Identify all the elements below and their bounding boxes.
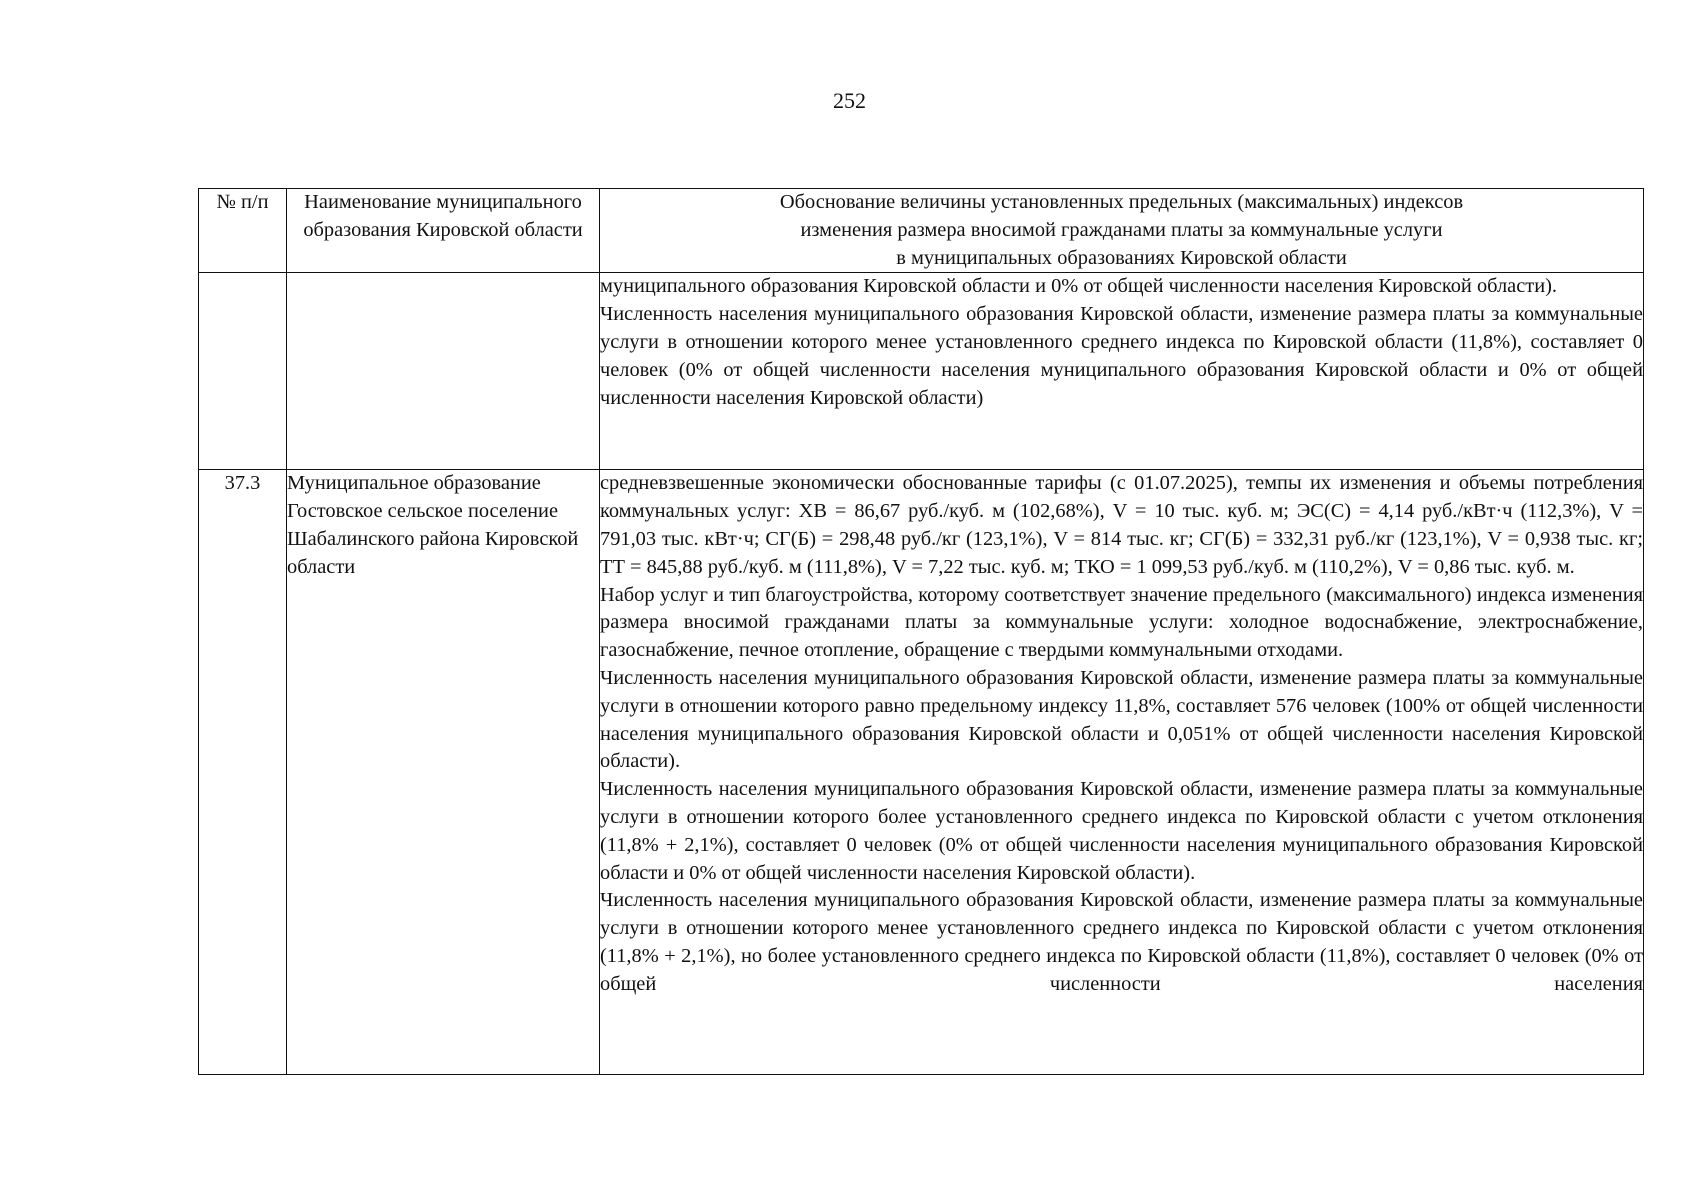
population-above-index-paragraph: Численность населения муниципального образования Кировской области, изменение размера платы за коммунальные услуги в отношении которого более установленного среднего индекса по Кировской области с учетом отклонения (11,8% + 2,1%), составляет 0 человек (0% от общей численности населения муниципального образования Кировской области и 0% от общей численности населения Кировской области).: [600, 778, 1643, 884]
justification-table: [198, 188, 1644, 1075]
header-number: № п/п: [199, 189, 287, 273]
tariffs-paragraph: средневзвешенные экономически обоснованные тарифы (с 01.07.2025), темпы их изменения и объемы потребления коммунальных услуг: ХВ = 86,67 руб./куб. м (102,68%), V = 10 тыс. куб. м; ЭС(С) = 4,14 руб./кВт·ч (112,3%), V = 791,03 тыс. кВт·ч; СГ(Б) = 298,48 руб./кг (123,1%), V = 814 тыс. кг; СГ(Б) = 332,31 руб./кг (123,1%), V = 0,938 тыс. кг; ТТ = 845,88 руб./куб. м (111,8%), V = 7,22 тыс. куб. м; ТКО = 1 099,53 руб./куб. м (110,2%), V = 0,86 тыс. куб. м.: [600, 472, 1643, 578]
header-justification-line: в муниципальных образованиях Кировской области: [896, 246, 1347, 269]
table-row-37-3: [199, 470, 1644, 1075]
row-municipality-name: [287, 273, 600, 470]
header-justification-line: изменения размера вносимой гражданами платы за коммунальные услуги: [800, 218, 1443, 241]
population-between-index-paragraph: Численность населения муниципального образования Кировской области, изменение размера платы за коммунальные услуги в отношении которого менее установленного среднего индекса по Кировской области с учетом отклонения (11,8% + 2,1%), но более установленного среднего индекса по Кировской области (11,8%), составляет 0 человек (0% от общей численности населения: [600, 889, 1643, 995]
row-justification: [600, 273, 1644, 470]
page-number: 252: [833, 88, 866, 113]
justification-paragraph: муниципального образования Кировской области и 0% от общей численности населения Кировской области).: [600, 275, 1557, 298]
row-municipality-name: Муниципальное образование Гостовское сельское поселение Шабалинского района Кировской области: [287, 470, 600, 1075]
services-set-paragraph: Набор услуг и тип благоустройства, которому соответствует значение предельного (максимального) индекса изменения размера вносимой гражданами платы за коммунальные услуги: холодное водоснабжение, электроснабжение, газоснабжение, печное отопление, обращение с твердыми коммунальными отходами.: [600, 583, 1643, 662]
justification-paragraph: Численность населения муниципального образования Кировской области, изменение размера платы за коммунальные услуги в отношении которого менее установленного среднего индекса по Кировской области (11,8%), составляет 0 человек (0% от общей численности населения муниципального образования Кировской области и 0% от общей численности населения Кировской области): [600, 303, 1643, 409]
table-row-continuation: [199, 273, 1644, 470]
row-justification: [600, 470, 1644, 1075]
row-number: [199, 273, 287, 470]
population-equal-index-paragraph: Численность населения муниципального образования Кировской области, изменение размера платы за коммунальные услуги в отношении которого равно предельному индексу 11,8%, составляет 576 человек (100% от общей численности населения муниципального образования Кировской области и 0,051% от общей численности населения Кировской области).: [600, 666, 1643, 773]
header-justification: [600, 189, 1644, 273]
row-number: 37.3: [199, 470, 287, 1075]
table-header-row: [199, 189, 1644, 273]
header-municipality-name: Наименование муниципального образования Кировской области: [287, 189, 600, 273]
header-justification-line: Обоснование величины установленных предельных (максимальных) индексов: [779, 191, 1464, 213]
